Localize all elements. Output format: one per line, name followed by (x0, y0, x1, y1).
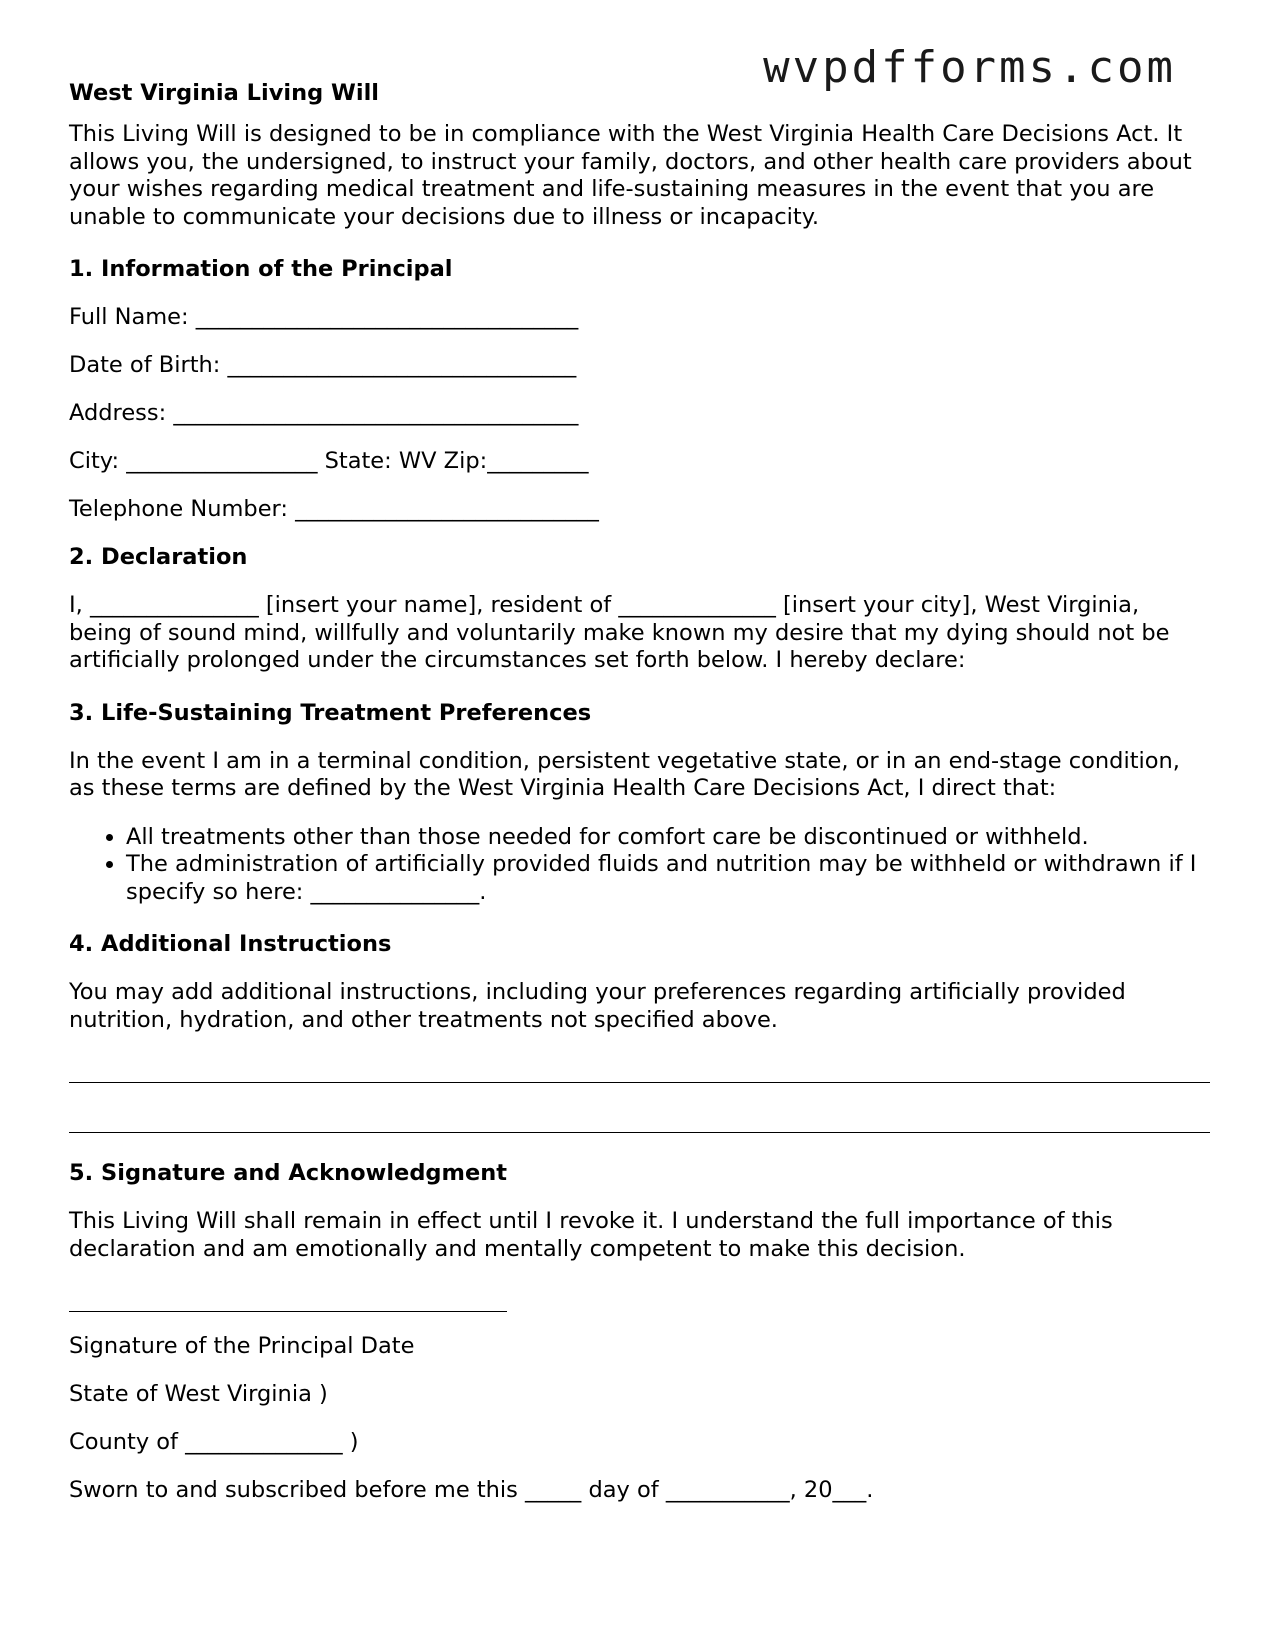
county-field[interactable]: County of ______________ ) (69, 1429, 359, 1455)
watermark: wvpdfforms.com (763, 42, 1176, 93)
instructions-line-2[interactable] (69, 1131, 1210, 1133)
signature-line[interactable] (69, 1310, 507, 1312)
section3-heading: 3. Life-Sustaining Treatment Preferences (69, 699, 592, 726)
document-page (69, 76, 1209, 1507)
declaration-paragraph: I, _______________ [insert your name], resident of ______________ [insert your city], West Virginia, being of sound mind, willfully and voluntarily make known my desire that my dying should not be artificially prolonged under the circumstances set forth below. I hereby declare: (69, 592, 1170, 673)
intro-paragraph: This Living Will is designed to be in compliance with the West Virginia Health Care Decisions Act. It allows you, the undersigned, to instruct your family, doctors, and other health care providers about your wishes regarding medical treatment and life-sustaining measures in the event that you are unable to communicate your decisions due to illness or incapacity. (69, 121, 1192, 230)
acknowledgment-paragraph: This Living Will shall remain in effect until I revoke it. I understand the full importance of this declaration and am emotionally and mentally competent to make this decision. (69, 1208, 1113, 1262)
signature-label: Signature of the Principal Date (69, 1333, 415, 1359)
instructions-line-1[interactable] (69, 1081, 1210, 1083)
section2-heading: 2. Declaration (69, 544, 248, 570)
city-state-zip-field[interactable]: City: _________________ State: WV Zip:_________ (69, 448, 589, 474)
state-line: State of West Virginia ) (69, 1381, 328, 1407)
date-of-birth-field[interactable]: Date of Birth: _______________________________ (69, 352, 577, 378)
list-item: • The administration of artificially provided fluids and nutrition may be withheld or withdrawn if I specify so here: _______________. (126, 851, 1209, 906)
full-name-field[interactable]: Full Name: __________________________________ (69, 304, 579, 330)
section1-heading: 1. Information of the Principal (69, 256, 453, 282)
telephone-field[interactable]: Telephone Number: ___________________________ (69, 496, 599, 522)
sworn-field[interactable]: Sworn to and subscribed before me this _____ day of ___________, 20___. (69, 1477, 874, 1503)
document-title: West Virginia Living Will (69, 80, 379, 106)
section4-heading: 4. Additional Instructions (69, 931, 392, 957)
address-field[interactable]: Address: ____________________________________ (69, 400, 579, 426)
list-item: • All treatments other than those needed for comfort care be discontinued or withheld. (126, 824, 1209, 852)
treatment-paragraph: In the event I am in a terminal condition, persistent vegetative state, or in an end-stage condition, as these terms are defined by the West Virginia Health Care Decisions Act, I direct that: (69, 747, 1180, 801)
treatment-list (69, 824, 1209, 907)
additional-instructions-paragraph: You may add additional instructions, including your preferences regarding artificially provided nutrition, hydration, and other treatments not specified above. (69, 979, 1126, 1033)
section5-heading: 5. Signature and Acknowledgment (69, 1160, 508, 1186)
